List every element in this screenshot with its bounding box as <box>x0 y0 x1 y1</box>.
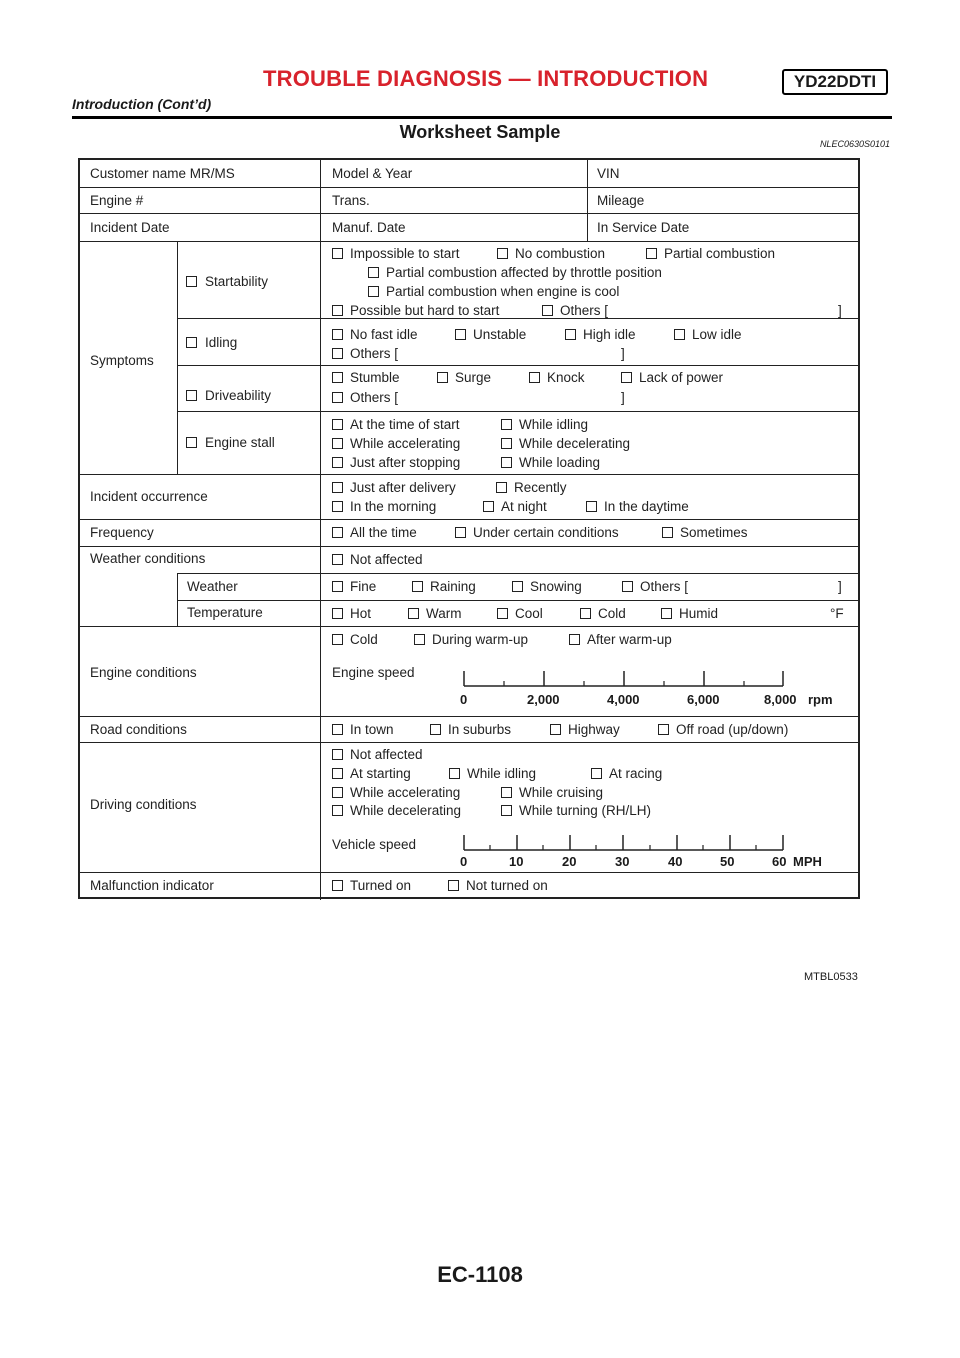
option-label: Recently <box>514 480 567 495</box>
option-label: Partial combustion when engine is cool <box>386 284 620 299</box>
checkbox[interactable] <box>332 768 343 779</box>
checkbox[interactable] <box>621 372 632 383</box>
scale-label: 30 <box>615 854 630 869</box>
option-label: While decelerating <box>350 803 462 818</box>
option-label: No combustion <box>515 246 606 261</box>
checkbox[interactable] <box>448 880 459 891</box>
idling-label: Idling <box>205 335 238 350</box>
option-label: Others [ <box>560 303 609 318</box>
row-divider <box>80 626 858 627</box>
in-service-date-label: In Service Date <box>597 220 690 235</box>
option-label: While accelerating <box>350 785 461 800</box>
scale-label: 0 <box>460 692 468 707</box>
vin-label: VIN <box>597 166 620 181</box>
trans-label: Trans. <box>332 193 370 208</box>
checkbox[interactable] <box>332 501 343 512</box>
engine-conditions-label: Engine conditions <box>90 665 197 680</box>
row-divider <box>80 546 858 547</box>
temperature-unit: °F <box>830 606 844 621</box>
option-label: In the morning <box>350 499 437 514</box>
row-divider <box>80 716 858 717</box>
model-year-label: Model & Year <box>332 166 413 181</box>
checkbox[interactable] <box>186 390 197 401</box>
checkbox[interactable] <box>408 608 419 619</box>
checkbox[interactable] <box>512 581 523 592</box>
checkbox[interactable] <box>186 276 197 287</box>
scale-label: 6,000 <box>687 692 720 707</box>
checkbox[interactable] <box>591 768 602 779</box>
checkbox[interactable] <box>586 501 597 512</box>
checkbox[interactable] <box>368 267 379 278</box>
worksheet-form <box>78 158 860 899</box>
vehicle-speed-scale <box>462 832 786 854</box>
column-divider <box>587 160 588 241</box>
column-divider <box>177 573 178 626</box>
checkbox[interactable] <box>332 419 343 430</box>
checkbox[interactable] <box>332 482 343 493</box>
checkbox[interactable] <box>501 805 512 816</box>
row-divider <box>177 365 858 366</box>
checkbox[interactable] <box>332 581 343 592</box>
weather-label: Weather <box>187 579 238 594</box>
checkbox[interactable] <box>483 501 494 512</box>
option-label: While turning (RH/LH) <box>519 803 652 818</box>
scale-unit: rpm <box>808 692 833 707</box>
malfunction-indicator-label: Malfunction indicator <box>90 878 214 893</box>
option-label: While decelerating <box>519 436 631 451</box>
option-label: Surge <box>455 370 492 385</box>
checkbox[interactable] <box>550 724 561 735</box>
option-label: Cold <box>598 606 626 621</box>
row-divider <box>177 411 858 412</box>
checkbox[interactable] <box>658 724 669 735</box>
option-label: Cold <box>350 632 378 647</box>
checkbox[interactable] <box>332 608 343 619</box>
row-divider <box>177 573 858 574</box>
header-rule <box>72 116 892 119</box>
checkbox[interactable] <box>569 634 580 645</box>
checkbox[interactable] <box>501 438 512 449</box>
option-label: Under certain conditions <box>473 525 619 540</box>
driveability-label: Driveability <box>205 388 272 403</box>
checkbox[interactable] <box>455 329 466 340</box>
close-bracket: ] <box>838 303 842 318</box>
option-label: Off road (up/down) <box>676 722 789 737</box>
checkbox[interactable] <box>501 457 512 468</box>
symptoms-label: Symptoms <box>90 353 154 368</box>
checkbox[interactable] <box>455 527 466 538</box>
checkbox[interactable] <box>661 608 672 619</box>
checkbox[interactable] <box>332 348 343 359</box>
column-divider <box>320 241 321 900</box>
option-label: At the time of start <box>350 417 460 432</box>
option-label: In town <box>350 722 394 737</box>
checkbox[interactable] <box>565 329 576 340</box>
option-label: Stumble <box>350 370 400 385</box>
checkbox[interactable] <box>580 608 591 619</box>
row-divider <box>80 474 858 475</box>
option-label: At starting <box>350 766 411 781</box>
driving-conditions-label: Driving conditions <box>90 797 197 812</box>
checkbox[interactable] <box>496 482 507 493</box>
option-label: Impossible to start <box>350 246 460 261</box>
option-label: Fine <box>350 579 377 594</box>
option-label: Turned on <box>350 878 412 893</box>
frequency-label: Frequency <box>90 525 154 540</box>
close-bracket: ] <box>621 346 625 361</box>
checkbox[interactable] <box>332 527 343 538</box>
option-label: Low idle <box>692 327 742 342</box>
checkbox[interactable] <box>332 554 343 565</box>
option-label: Knock <box>547 370 585 385</box>
checkbox[interactable] <box>332 787 343 798</box>
checkbox[interactable] <box>622 581 633 592</box>
option-label: Not affected <box>350 552 423 567</box>
option-label: Partial combustion <box>664 246 776 261</box>
option-label: No fast idle <box>350 327 418 342</box>
option-label: All the time <box>350 525 417 540</box>
row-divider <box>177 318 858 319</box>
option-label: While idling <box>519 417 589 432</box>
option-label: Hot <box>350 606 372 621</box>
checkbox[interactable] <box>332 724 343 735</box>
option-label: Others [ <box>640 579 689 594</box>
option-label: High idle <box>583 327 636 342</box>
scale-label: 40 <box>668 854 683 869</box>
engine-speed-scale <box>462 668 786 690</box>
option-label: While accelerating <box>350 436 461 451</box>
scale-label: 60 <box>772 854 787 869</box>
option-label: Cool <box>515 606 543 621</box>
option-label: Lack of power <box>639 370 724 385</box>
checkbox[interactable] <box>332 634 343 645</box>
checkbox[interactable] <box>662 527 673 538</box>
option-label: In the daytime <box>604 499 689 514</box>
checkbox[interactable] <box>332 805 343 816</box>
row-divider <box>80 872 858 873</box>
option-label: After warm-up <box>587 632 672 647</box>
checkbox[interactable] <box>332 880 343 891</box>
option-label: Sometimes <box>680 525 748 540</box>
option-label: While cruising <box>519 785 604 800</box>
close-bracket: ] <box>621 390 625 405</box>
scale-label: 4,000 <box>607 692 640 707</box>
worksheet-title: Worksheet Sample <box>399 122 561 142</box>
checkbox[interactable] <box>674 329 685 340</box>
vehicle-speed-label: Vehicle speed <box>332 837 417 852</box>
checkbox[interactable] <box>449 768 460 779</box>
option-label: Raining <box>430 579 476 594</box>
scale-label: 10 <box>509 854 524 869</box>
option-label: At racing <box>609 766 663 781</box>
checkbox[interactable] <box>332 392 343 403</box>
checkbox[interactable] <box>186 437 197 448</box>
engine-code-badge: YD22DDTI <box>782 69 888 95</box>
checkbox[interactable] <box>437 372 448 383</box>
checkbox[interactable] <box>497 248 508 259</box>
worksheet-ref-code: NLEC0630S0101 <box>819 139 890 149</box>
option-label: During warm-up <box>432 632 529 647</box>
checkbox[interactable] <box>332 305 343 316</box>
incident-date-label: Incident Date <box>90 220 170 235</box>
checkbox[interactable] <box>368 286 379 297</box>
page-number: EC-1108 <box>437 1262 523 1287</box>
checkbox[interactable] <box>501 419 512 430</box>
checkbox[interactable] <box>412 581 423 592</box>
checkbox[interactable] <box>332 749 343 760</box>
engine-stall-label: Engine stall <box>205 435 275 450</box>
engine-number-label: Engine # <box>90 193 144 208</box>
row-divider <box>80 519 858 520</box>
column-divider <box>177 241 178 474</box>
option-label: While idling <box>467 766 537 781</box>
option-label: Highway <box>568 722 620 737</box>
section-title: TROUBLE DIAGNOSIS — INTRODUCTION <box>263 66 709 91</box>
mileage-label: Mileage <box>597 193 645 208</box>
option-label: Warm <box>426 606 462 621</box>
checkbox[interactable] <box>332 329 343 340</box>
section-subtitle: Introduction (Cont’d) <box>72 96 212 112</box>
checkbox[interactable] <box>430 724 441 735</box>
checkbox[interactable] <box>186 337 197 348</box>
incident-occurrence-label: Incident occurrence <box>90 489 208 504</box>
option-label: Others [ <box>350 390 399 405</box>
option-label: Unstable <box>473 327 527 342</box>
row-divider <box>177 600 858 601</box>
option-label: Possible but hard to start <box>350 303 500 318</box>
checkbox[interactable] <box>501 787 512 798</box>
checkbox[interactable] <box>332 457 343 468</box>
checkbox[interactable] <box>542 305 553 316</box>
option-label: While loading <box>519 455 601 470</box>
manuf-date-label: Manuf. Date <box>332 220 406 235</box>
scale-unit: MPH <box>793 854 822 869</box>
engine-speed-label: Engine speed <box>332 665 415 680</box>
column-divider <box>320 160 321 241</box>
option-label: Partial combustion affected by throttle position <box>386 265 662 280</box>
road-conditions-label: Road conditions <box>90 722 187 737</box>
checkbox[interactable] <box>332 248 343 259</box>
row-divider <box>80 213 858 214</box>
scale-label: 20 <box>562 854 577 869</box>
option-label: Humid <box>679 606 719 621</box>
checkbox[interactable] <box>529 372 540 383</box>
scale-label: 2,000 <box>527 692 560 707</box>
option-label: Just after stopping <box>350 455 461 470</box>
checkbox[interactable] <box>332 438 343 449</box>
customer-name-label: Customer name MR/MS <box>90 166 235 181</box>
option-label: In suburbs <box>448 722 512 737</box>
row-divider <box>80 241 858 242</box>
option-label: Snowing <box>530 579 582 594</box>
option-label: Others [ <box>350 346 399 361</box>
option-label: At night <box>501 499 547 514</box>
startability-label: Startability <box>205 274 269 289</box>
option-label: Not turned on <box>466 878 548 893</box>
scale-label: 8,000 <box>764 692 797 707</box>
option-label: Not affected <box>350 747 423 762</box>
temperature-label: Temperature <box>187 605 263 620</box>
weather-conditions-label: Weather conditions <box>90 551 206 566</box>
option-label: Just after delivery <box>350 480 456 495</box>
row-divider <box>80 742 858 743</box>
checkbox[interactable] <box>332 372 343 383</box>
close-bracket: ] <box>838 579 842 594</box>
scale-label: 0 <box>460 854 468 869</box>
checkbox[interactable] <box>497 608 508 619</box>
scale-label: 50 <box>720 854 735 869</box>
checkbox[interactable] <box>414 634 425 645</box>
figure-code: MTBL0533 <box>804 971 858 983</box>
checkbox[interactable] <box>646 248 657 259</box>
row-divider <box>80 187 858 188</box>
